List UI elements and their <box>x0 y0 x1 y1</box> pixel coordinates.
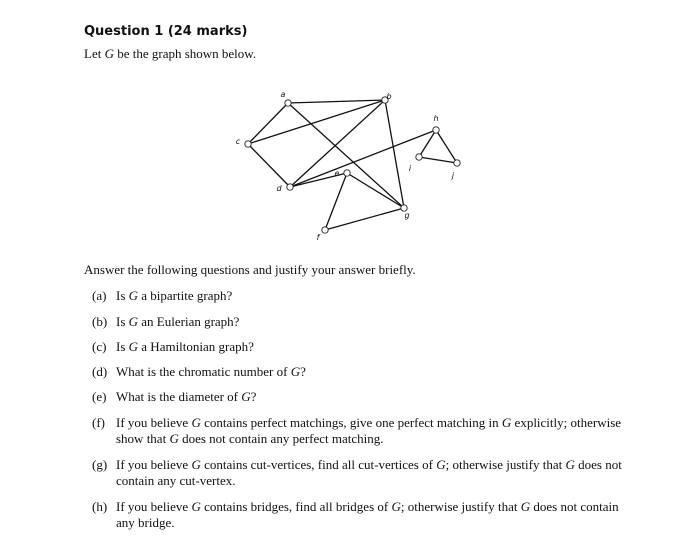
question-label: (c) <box>92 339 107 354</box>
vertex-a <box>285 100 291 106</box>
question-label: (b) <box>92 314 108 329</box>
question-d <box>92 364 624 380</box>
question-h <box>92 499 624 531</box>
question-text: Is G a Hamiltonian graph? <box>116 339 254 354</box>
question-text: If you believe G contains perfect matchings, give one perfect matching in G explicitly; otherwise show that G does not contain any perfect matching. <box>116 415 622 446</box>
vertex-label-b: b <box>386 92 392 101</box>
vertex-label-a: a <box>280 90 286 99</box>
vertex-label-e: e <box>334 169 340 178</box>
question-text: If you believe G contains bridges, find all bridges of G; otherwise justify that G does not contain any bridge. <box>116 499 619 530</box>
edge-a-b <box>288 100 385 103</box>
vertex-h <box>433 127 439 133</box>
vertex-j <box>454 160 460 166</box>
question-heading: Question 1 (24 marks) <box>84 24 248 39</box>
vertex-c <box>245 141 251 147</box>
question-label: (g) <box>92 457 108 472</box>
edge-i-j <box>419 157 457 163</box>
question-label: (f) <box>92 415 105 430</box>
edge-c-d <box>248 144 290 187</box>
question-c <box>92 339 624 355</box>
edge-a-g <box>288 103 404 208</box>
edge-h-j <box>436 130 457 163</box>
graph-edges <box>248 100 457 230</box>
vertex-label-i: i <box>408 164 412 173</box>
question-g <box>92 457 624 489</box>
question-text: Is G an Eulerian graph? <box>116 314 240 329</box>
question-e <box>92 389 624 405</box>
question-a <box>92 288 624 304</box>
vertex-label-c: c <box>235 137 241 146</box>
instructions-text: Answer the following questions and justify your answer briefly. <box>84 262 416 277</box>
vertex-e <box>344 170 350 176</box>
edge-f-g <box>325 208 404 230</box>
edge-b-c <box>248 100 385 144</box>
vertex-label-g: g <box>404 211 410 220</box>
intro-text: Let G be the graph shown below. <box>84 46 257 61</box>
question-f <box>92 415 624 447</box>
edge-h-i <box>419 130 436 157</box>
vertex-label-h: h <box>433 114 439 123</box>
edge-b-g <box>385 100 404 208</box>
graph-vertices <box>245 97 460 233</box>
question-text: If you believe G contains cut-vertices, find all cut-vertices of G; otherwise justify that G does not contain any cut-vertex. <box>116 457 622 488</box>
vertex-label-j: j <box>451 171 455 180</box>
edge-d-h <box>290 130 436 187</box>
question-b <box>92 314 624 330</box>
edge-e-f <box>325 173 347 230</box>
edge-e-g <box>347 173 404 208</box>
question-text: What is the diameter of G? <box>116 389 257 404</box>
question-label: (a) <box>92 288 107 303</box>
vertex-d <box>287 184 293 190</box>
question-text: Is G a bipartite graph? <box>116 288 233 303</box>
vertex-i <box>416 154 422 160</box>
vertex-label-d: d <box>276 184 282 193</box>
question-label: (d) <box>92 364 108 379</box>
question-label: (h) <box>92 499 108 514</box>
question-text: What is the chromatic number of G? <box>116 364 306 379</box>
vertex-f <box>322 227 328 233</box>
question-label: (e) <box>92 389 107 404</box>
vertex-label-f: f <box>316 233 320 242</box>
